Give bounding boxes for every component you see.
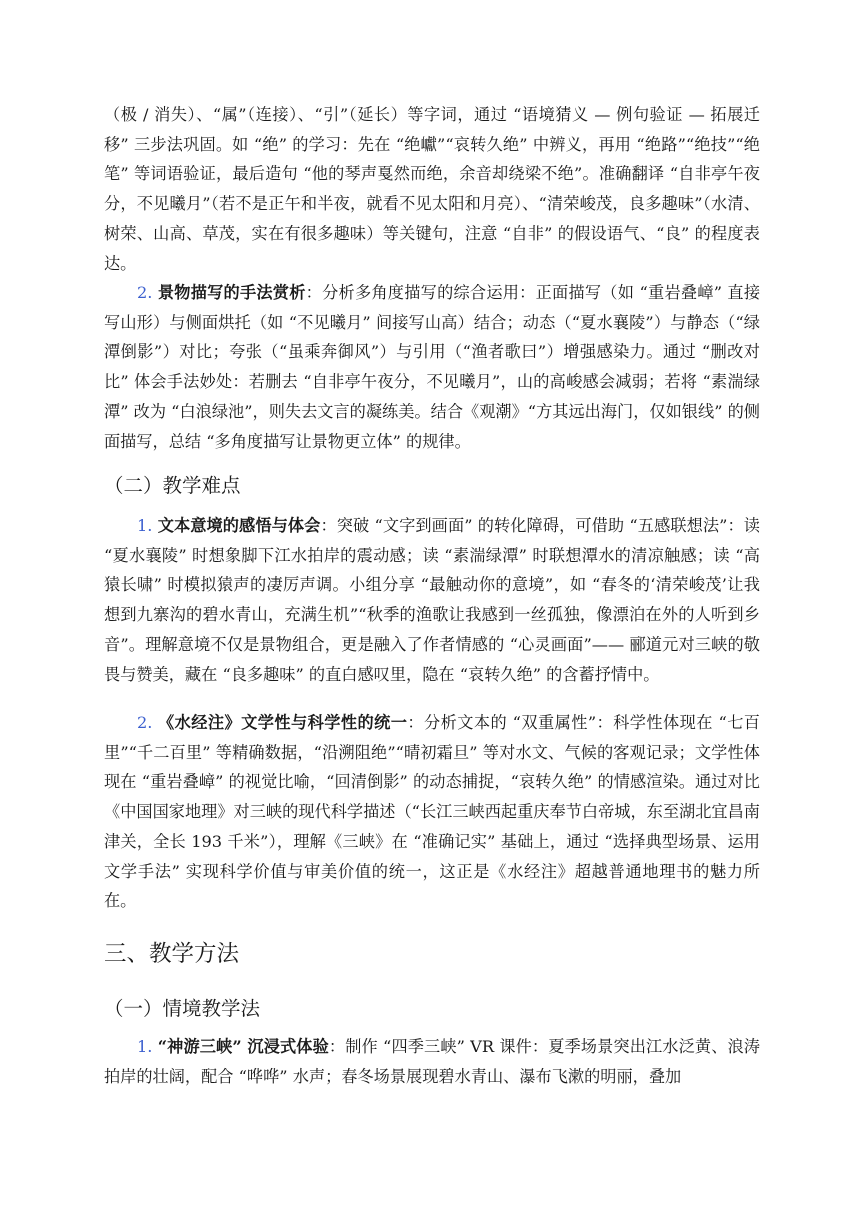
item-title: 文本意境的感悟与体会 <box>157 516 321 535</box>
list-number: 1. <box>137 516 153 535</box>
heading-teaching-methods: 三、教学方法 <box>104 941 240 967</box>
paragraph-immersive-experience <box>104 1032 760 1091</box>
paragraph-vocabulary <box>104 100 760 278</box>
item-text: ：分析多角度描写的综合运用：正面描写（如 “重岩叠嶂” 直接写山形）与侧面烘托（如 “不见曦月” 间接写山高）结合；动态（“夏水襄陵”）与静态（“绿潭倒影”）对比；夸张（“虽乘奔御风”）与引用（“渔者歌曰”）增强感染力。通过 “删改对比” 体会手法妙处：若删去 “自非亭午夜分，不见曦月”，山的高峻感会减弱；若将 “素湍绿潭” 改为 “白浪绿池”，则失去文言的凝练美。结合《观潮》“方其远出海门，仅如银线” 的侧面描写，总结 “多角度描写让景物更立体” 的规律。 <box>104 283 761 451</box>
item-text: ：突破 “文字到画面” 的转化障碍，可借助 “五感联想法”：读 “夏水襄陵” 时想象脚下江水拍岸的震动感；读 “素湍绿潭” 时联想潭水的清凉触感；读 “高猿长啸” 时模拟猿声的凄厉声调。小组分享 “最触动你的意境”，如 “春冬的‘清荣峻茂’让我想到九寨沟的碧水青山，充满生机”“秋季的渔歌让我感到一丝孤独，像漂泊在外的人听到乡音”。理解意境不仅是景物组合，更是融入了作者情感的 “心灵画面”—— 郦道元对三峡的敬畏与赞美，藏在 “良多趣味” 的直白感叹里，隐在 “哀转久绝” 的含蓄抒情中。 <box>104 516 760 684</box>
item-text: ：制作 “四季三峡” VR 课件：夏季场景突出江水泛黄、浪涛拍岸的壮阔，配合 “哗哗” 水声；春冬场景展现碧水青山、瀑布飞漱的明丽，叠加 <box>104 1037 760 1086</box>
paragraph-artistic-conception <box>104 511 760 689</box>
heading-situational-teaching: （一）情境教学法 <box>104 997 261 1020</box>
item-title: 《水经注》文学性与科学性的统一 <box>158 713 408 732</box>
list-number: 2. <box>137 283 153 302</box>
paragraph-description-techniques <box>104 278 760 456</box>
list-number: 1. <box>137 1037 153 1056</box>
heading-teaching-difficulties: （二）教学难点 <box>104 474 241 497</box>
item-text: ：分析文本的 “双重属性”：科学性体现在 “七百里”“千二百里” 等精确数据，“沿溯阻绝”“晴初霜旦” 等对水文、气候的客观记录；文学性体现在 “重岩叠嶂” 的视觉比喻，“回清倒影” 的动态捕捉，“哀转久绝” 的情感渲染。通过对比《中国国家地理》对三峡的现代科学描述（“长江三峡西起重庆奉节白帝城，东至湖北宜昌南津关，全长 193 千米”），理解《三峡》在 “准确记实” 基础上，通过 “选择典型场景、运用文学手法” 实现科学价值与审美价值的统一，这正是《水经注》超越普通地理书的魅力所在。 <box>104 713 760 911</box>
item-title: “神游三峡” 沉浸式体验 <box>157 1037 329 1056</box>
paragraph-literary-scientific <box>104 708 760 916</box>
item-title: 景物描写的手法赏析 <box>157 283 306 302</box>
list-number: 2. <box>137 713 153 732</box>
paragraph-text: （极 / 消失）、“属”（连接）、“引”（延长）等字词，通过 “语境猜义 — 例句验证 — 拓展迁移” 三步法巩固。如 “绝” 的学习：先在 “绝巘”“哀转久绝” 中辨义，再用 “绝路”“绝技”“绝笔” 等词语验证，最后造句 “他的琴声戛然而绝，余音却绕梁不绝”。准确翻译 “自非亭午夜分，不见曦月”（若不是正午和半夜，就看不见太阳和月亮）、“清荣峻茂，良多趣味”（水清、树荣、山高、草茂，实在有很多趣味）等关键句，注意 “自非” 的假设语气、“良” 的程度表达。 <box>104 105 760 273</box>
